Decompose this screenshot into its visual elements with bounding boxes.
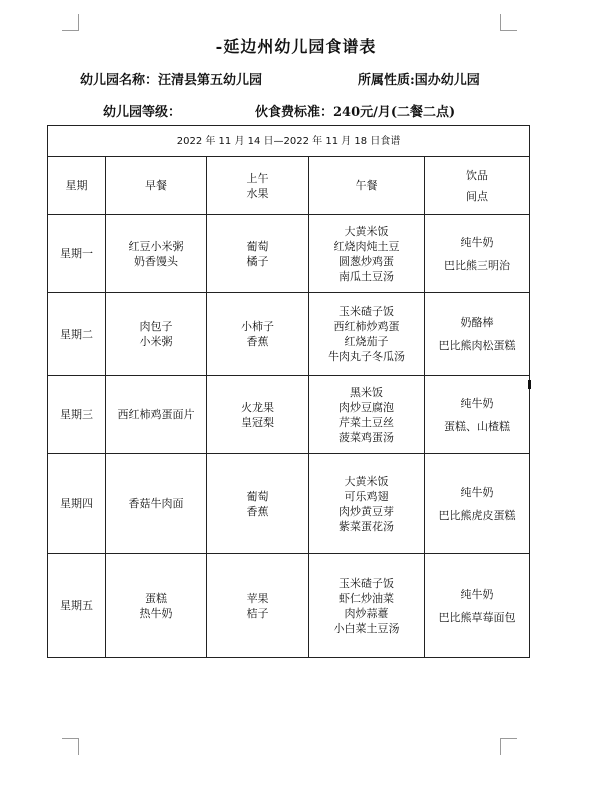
header-fruit-line-1: 上午 — [246, 171, 269, 185]
day-cell: 星期三 — [48, 376, 106, 454]
lunch-cell — [309, 376, 425, 454]
breakfast-cell — [106, 293, 207, 376]
snack-item: 纯牛奶 — [460, 587, 494, 601]
meal-fee-standard: 伙食费标准：240元/月(二餐二点) — [255, 105, 456, 120]
lunch-item: 圆葱炒鸡蛋 — [339, 254, 394, 268]
fruit-item: 小柿子 — [241, 320, 274, 333]
fruit-cell — [207, 215, 309, 293]
snack-cell — [425, 215, 530, 293]
breakfast-item: 肉包子 — [139, 320, 173, 333]
lunch-item: 芹菜土豆丝 — [339, 415, 394, 429]
lunch-item: 大黄米饭 — [344, 224, 389, 238]
fruit-cell — [207, 293, 309, 376]
week-range: 2022 年 11 月 14 日—2022 年 11 月 18 日食谱 — [48, 126, 530, 157]
lunch-item: 红烧茄子 — [344, 335, 389, 348]
breakfast-item: 小米粥 — [139, 335, 173, 348]
fruit-cell — [207, 454, 309, 554]
breakfast-item: 热牛奶 — [139, 606, 173, 620]
breakfast-item: 红豆小米粥 — [128, 239, 184, 253]
breakfast-item: 西红柿鸡蛋面片 — [117, 408, 195, 421]
breakfast-cell — [106, 376, 207, 454]
fruit-item: 葡萄 — [246, 239, 269, 253]
crop-mark-top-left — [62, 14, 79, 31]
snack-cell — [425, 376, 530, 454]
breakfast-cell — [106, 554, 207, 658]
snack-item: 巴比熊肉松蛋糕 — [438, 339, 516, 352]
snack-item: 蛋糕、山楂糕 — [444, 419, 511, 433]
snack-item: 纯牛奶 — [460, 396, 494, 410]
snack-item: 纯牛奶 — [460, 485, 494, 499]
snack-item: 巴比熊草莓面包 — [438, 610, 516, 624]
lunch-item: 可乐鸡翅 — [344, 489, 389, 503]
lunch-item: 紫菜蛋花汤 — [339, 519, 394, 533]
menu-row — [48, 376, 530, 454]
header-lunch: 午餐 — [309, 157, 425, 215]
crop-mark-bottom-right — [500, 738, 517, 755]
lunch-item: 小白菜土豆汤 — [333, 621, 400, 635]
day-cell: 星期四 — [48, 454, 106, 554]
lunch-item: 红烧肉炖土豆 — [333, 239, 400, 253]
menu-row — [48, 454, 530, 554]
lunch-item: 黑米饭 — [350, 385, 383, 399]
lunch-item: 菠菜鸡蛋汤 — [339, 430, 394, 444]
snack-item: 巴比熊三明治 — [444, 258, 511, 272]
header-snack-line-2: 间点 — [466, 189, 489, 203]
lunch-item: 大黄米饭 — [344, 474, 389, 488]
lunch-cell — [309, 215, 425, 293]
crop-mark-bottom-left — [62, 738, 79, 755]
fruit-item: 火龙果 — [241, 400, 274, 414]
fruit-item: 香蕉 — [246, 504, 269, 518]
snack-cell — [425, 554, 530, 658]
kindergarten-name: 幼儿园名称：汪清县第五幼儿园 — [80, 73, 263, 88]
snack-item: 纯牛奶 — [460, 235, 494, 249]
page-title: -延边州幼儿园食谱表 — [215, 37, 377, 56]
fruit-item: 葡萄 — [246, 489, 269, 503]
lunch-item: 西红柿炒鸡蛋 — [333, 320, 400, 333]
header-snack — [425, 157, 530, 215]
side-marker — [528, 380, 531, 389]
breakfast-cell — [106, 215, 207, 293]
fruit-item: 橘子 — [246, 254, 269, 268]
crop-mark-top-right — [500, 14, 517, 31]
header-fruit-line-2: 水果 — [246, 186, 269, 200]
lunch-item: 肉炒蒜薹 — [344, 606, 389, 620]
day-cell: 星期五 — [48, 554, 106, 658]
menu-row — [48, 293, 530, 376]
lunch-item: 虾仁炒油菜 — [339, 591, 394, 605]
lunch-item: 南瓜土豆汤 — [339, 269, 394, 283]
day-cell: 星期二 — [48, 293, 106, 376]
fruit-item: 桔子 — [246, 606, 269, 620]
lunch-item: 玉米碴子饭 — [339, 576, 394, 590]
kindergarten-grade: 幼儿园等级： — [103, 105, 182, 120]
menu-body — [48, 215, 530, 658]
breakfast-cell — [106, 454, 207, 554]
fruit-item: 香蕉 — [246, 335, 269, 348]
breakfast-item: 蛋糕 — [145, 591, 167, 605]
header-snack-line-1: 饮品 — [466, 168, 489, 182]
header-fruit — [207, 157, 309, 215]
lunch-cell — [309, 454, 425, 554]
header-row — [48, 157, 530, 215]
week-range-row — [48, 126, 530, 157]
menu-row — [48, 554, 530, 658]
lunch-item: 肉炒豆腐泡 — [339, 400, 394, 414]
header-breakfast: 早餐 — [106, 157, 207, 215]
fruit-cell — [207, 554, 309, 658]
breakfast-item: 香菇牛肉面 — [128, 497, 184, 510]
lunch-item: 牛肉丸子冬瓜汤 — [328, 350, 405, 363]
menu-table — [47, 125, 530, 658]
fruit-cell — [207, 376, 309, 454]
lunch-item: 肉炒黄豆芽 — [339, 504, 394, 518]
snack-item: 奶酪棒 — [460, 316, 494, 329]
snack-cell — [425, 454, 530, 554]
snack-cell — [425, 293, 530, 376]
day-cell: 星期一 — [48, 215, 106, 293]
fruit-item: 苹果 — [246, 591, 269, 605]
lunch-cell — [309, 554, 425, 658]
snack-item: 巴比熊虎皮蛋糕 — [438, 508, 516, 522]
lunch-cell — [309, 293, 425, 376]
breakfast-item: 奶香馒头 — [134, 254, 178, 268]
ownership-type: 所属性质:国办幼儿园 — [358, 73, 480, 88]
menu-row — [48, 215, 530, 293]
lunch-item: 玉米碴子饭 — [339, 305, 394, 318]
fruit-item: 皇冠梨 — [241, 415, 274, 429]
header-day: 星期 — [48, 157, 106, 215]
